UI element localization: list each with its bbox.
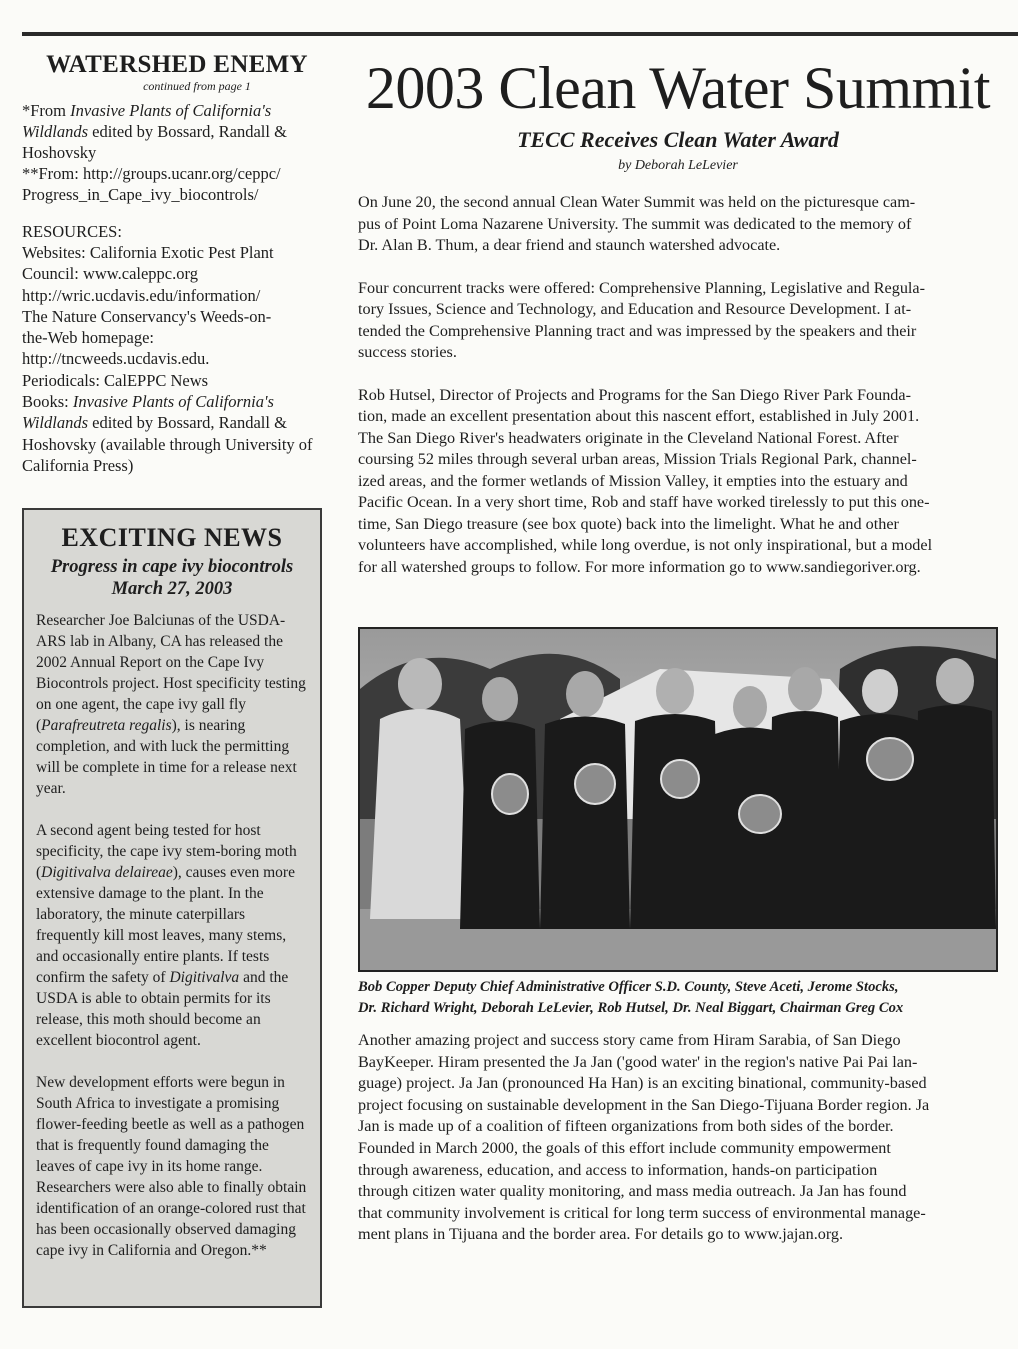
news-paragraph-1: Researcher Joe Balciunas of the USDA-ARS lab in Albany, CA has released the 2002 Annual Report on the Cape Ivy Biocontrols project. Host specificity testing on one agent, the cape ivy gall fly (Parafreutreta regalis), is nearing completion, and with luck the permitting will be complete in time for a release next year. xyxy=(36,612,306,797)
resources-books: Books: Invasive Plants of California's Wildlands edited by Bossard, Randall & Hoshovsky (available through University of California Press) xyxy=(22,392,313,475)
article-paragraph-2: Four concurrent tracks were offered: Comprehensive Planning, Legislative and Regula- tory Issues, Science and Technology, and Education and Resource Development. I at- tended the Comprehensive Planning tract and was impressed by the speakers and their success stories. xyxy=(358,278,925,361)
left-column xyxy=(22,52,332,476)
resources-heading: RESOURCES: xyxy=(22,222,122,241)
news-title: EXCITING NEWS xyxy=(61,523,283,552)
resources-list: Websites: California Exotic Pest Plant Council: www.caleppc.org http://wric.ucdavis.edu/information/ The Nature Conservancy's Weeds-on- the-Web homepage: http://tncweeds.ucdavis.edu. Periodicals: CalEPPC News xyxy=(22,243,274,390)
group-photo-illustration xyxy=(360,629,996,970)
article-byline: by Deborah LeLevier xyxy=(618,158,738,173)
award-group-photo xyxy=(358,627,998,972)
news-date: March 27, 2003 xyxy=(111,579,233,599)
exciting-news-box xyxy=(22,508,322,1308)
article-paragraph-3: Rob Hutsel, Director of Projects and Programs for the San Diego River Park Founda- tion, made an excellent presentation about this nascent effort, established in July 2001. The San Diego River's headwaters originate in the Cleveland National Forest. After coursing 52 miles through several urban areas, Mission Trials Regional Park, channel- ized areas, and the former wetlands of Mission Valley, it empties into the estuary and Pacific Ocean. In a very short time, Rob and staff have worked tirelessly to put this one- time, San Diego treasure (see box quote) back into the limelight. What he and other volunteers have accomplished, while long overdue, is not only inspirational, but a model for all watershed groups to follow. For more information go to www.sandiegoriver.org. xyxy=(358,385,933,576)
news-paragraph-2: A second agent being tested for host specificity, the cape ivy stem-boring moth (Digitivalva delaireae), causes even more extensive damage to the plant. In the laboratory, the minute caterpillars frequently kill most leaves, many stems, and occasionally entire plants. If tests confirm the safety of Digitivalva and the USDA is able to obtain permits for its release, this moth should become an excellent biocontrol agent. xyxy=(36,822,297,1049)
source-note-1: *From Invasive Plants of California's Wildlands edited by Bossard, Randall & Hoshovsky xyxy=(22,101,287,162)
photo-caption: Bob Copper Deputy Chief Administrative Officer S.D. County, Steve Aceti, Jerome Stocks, Dr. Richard Wright, Deborah LeLevier, Rob Hutsel, Dr. Neal Biggart, Chairman Greg Cox xyxy=(358,979,904,1016)
top-rule xyxy=(22,32,1018,36)
news-paragraph-3: New development efforts were begun in South Africa to investigate a promising flower-feeding beetle as well as a pathogen that is frequently found damaging the leaves of cape ivy in its home range. Researchers were also able to finally obtain identification of an orange-colored rust that has been occasionally observed damaging cape ivy in California and Oregon.** xyxy=(36,1074,307,1259)
article-paragraph-1: On June 20, the second annual Clean Water Summit was held on the picturesque cam- pus of Point Loma Nazarene University. The summit was dedicated to the memory of Dr. Alan B. Thum, a dear friend and staunch watershed advocate. xyxy=(358,193,916,254)
news-subtitle: Progress in cape ivy biocontrols xyxy=(50,557,294,577)
source-note-2: **From: http://groups.ucanr.org/ceppc/ Progress_in_Cape_ivy_biocontrols/ xyxy=(22,164,281,204)
watershed-enemy-title: WATERSHED ENEMY xyxy=(46,51,308,78)
article-column xyxy=(358,56,998,599)
article-subtitle: TECC Receives Clean Water Award xyxy=(517,127,839,152)
article-paragraph-4: Another amazing project and success story came from Hiram Sarabia, of San Diego BayKeeper. Hiram presented the Ja Jan ('good water' in the region's native Pai Pai lan- guage) project. Ja Jan (pronounced Ha Han) is an exciting binational, community-based project focusing on sustainable development in the San Diego-Tijuana Border region. Ja Jan is made up of a coalition of fifteen organizations from both sides of the border. Founded in March 2000, the goals of this effort include community empowerment through awareness, education, and access to information, hands-on participation through citizen water quality monitoring, and mass media outreach. Ja Jan has found that community involvement is critical for long term success of environmental manage- ment plans in Tijuana and the border area. For details go to www.jajan.org. xyxy=(358,1031,930,1244)
continued-note: continued from page 1 xyxy=(143,79,251,93)
article-title: 2003 Clean Water Summit xyxy=(365,55,991,121)
